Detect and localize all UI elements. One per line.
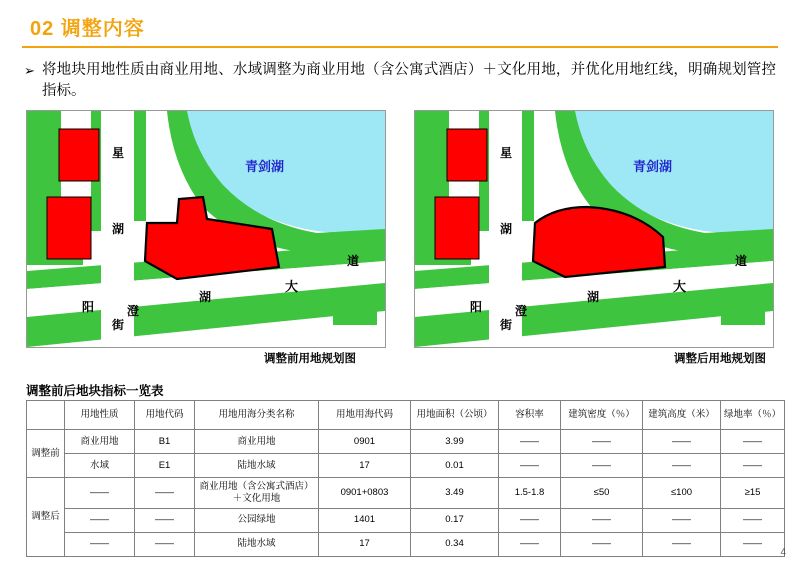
bullet-paragraph <box>24 60 776 102</box>
table-cell: 商业用地 <box>195 430 319 454</box>
table-cell: ≥15 <box>721 478 785 509</box>
table-cell: —— <box>561 532 643 556</box>
table-row <box>27 532 785 556</box>
table-header-cell: 用地用海代码 <box>319 401 411 430</box>
table-row <box>27 430 785 454</box>
map-after <box>414 110 774 348</box>
table-cell: —— <box>65 478 135 509</box>
table-header-cell: 建筑密度（％） <box>561 401 643 430</box>
table-row <box>27 478 785 509</box>
table-cell: —— <box>721 532 785 556</box>
svg-text:道: 道 <box>347 254 360 268</box>
map-before <box>26 110 386 348</box>
table-cell: 0.01 <box>411 454 499 478</box>
table-header-row <box>27 401 785 430</box>
table-cell: B1 <box>135 430 195 454</box>
table-row <box>27 454 785 478</box>
table-header-cell: 绿地率（％） <box>721 401 785 430</box>
table-header-cell: 用地面积（公顷） <box>411 401 499 430</box>
table-cell: —— <box>561 454 643 478</box>
table-cell: 0.34 <box>411 532 499 556</box>
bullet-marker-icon: ➢ <box>24 63 35 78</box>
svg-text:湖: 湖 <box>500 222 513 236</box>
svg-text:阳: 阳 <box>82 300 95 314</box>
table-cell: 商业用地（含公寓式酒店）＋文化用地 <box>195 478 319 509</box>
title-divider <box>22 46 778 48</box>
page-number: 4 <box>780 547 786 558</box>
table-cell: 陆地水域 <box>195 532 319 556</box>
table-cell: ≤50 <box>561 478 643 509</box>
table-cell: 3.49 <box>411 478 499 509</box>
svg-text:道: 道 <box>735 254 748 268</box>
table-cell: 1.5-1.8 <box>499 478 561 509</box>
svg-text:阳: 阳 <box>470 300 483 314</box>
table-cell: —— <box>499 508 561 532</box>
table-header-cell: 容积率 <box>499 401 561 430</box>
svg-text:湖: 湖 <box>112 222 125 236</box>
svg-text:星: 星 <box>112 146 125 160</box>
table-header-cell <box>27 401 65 430</box>
bullet-text: 将地块用地性质由商业用地、水域调整为商业用地（含公寓式酒店）＋文化用地，并优化用地红线，明确规划管控指标。 <box>42 62 776 99</box>
table-cell: 陆地水域 <box>195 454 319 478</box>
group-label-before: 调整前 <box>27 430 65 478</box>
table-cell: 公园绿地 <box>195 508 319 532</box>
svg-text:澄: 澄 <box>515 304 528 318</box>
svg-text:湖: 湖 <box>199 290 212 304</box>
table-cell: —— <box>643 508 721 532</box>
table-cell: 0901+0803 <box>319 478 411 509</box>
svg-text:街: 街 <box>112 318 125 332</box>
svg-text:星: 星 <box>500 146 513 160</box>
table-cell: —— <box>499 532 561 556</box>
table-cell: —— <box>643 532 721 556</box>
table-cell: 17 <box>319 454 411 478</box>
svg-text:街: 街 <box>500 318 513 332</box>
table-cell: —— <box>65 532 135 556</box>
table-cell: 0901 <box>319 430 411 454</box>
table-header-cell: 用地代码 <box>135 401 195 430</box>
table-cell: E1 <box>135 454 195 478</box>
svg-text:青剑湖: 青剑湖 <box>245 159 285 174</box>
table-title: 调整前后地块指标一览表 <box>26 384 164 398</box>
table-cell: —— <box>135 508 195 532</box>
table-cell: —— <box>721 454 785 478</box>
table-cell: —— <box>561 430 643 454</box>
table-row <box>27 508 785 532</box>
table-cell: —— <box>135 478 195 509</box>
map-after-caption: 调整后用地规划图 <box>674 353 766 365</box>
svg-text:湖: 湖 <box>587 290 600 304</box>
table-cell: —— <box>721 508 785 532</box>
table-cell: —— <box>135 532 195 556</box>
page-title: 02 调整内容 <box>30 18 145 40</box>
table-cell: 0.17 <box>411 508 499 532</box>
table-cell: —— <box>65 508 135 532</box>
svg-text:大: 大 <box>673 279 687 294</box>
map-before-caption: 调整前用地规划图 <box>264 353 356 365</box>
table-cell: —— <box>561 508 643 532</box>
indicator-table <box>26 400 785 557</box>
svg-text:青剑湖: 青剑湖 <box>633 159 673 174</box>
table-cell: 17 <box>319 532 411 556</box>
table-cell: 1401 <box>319 508 411 532</box>
table-header-cell: 用地性质 <box>65 401 135 430</box>
table-cell: 3.99 <box>411 430 499 454</box>
table-cell: —— <box>721 430 785 454</box>
group-label-after: 调整后 <box>27 478 65 557</box>
svg-text:大: 大 <box>285 279 299 294</box>
table-cell: —— <box>499 454 561 478</box>
svg-text:澄: 澄 <box>127 304 140 318</box>
table-cell: 水域 <box>65 454 135 478</box>
table-cell: —— <box>643 430 721 454</box>
table-cell: 商业用地 <box>65 430 135 454</box>
table-cell: ≤100 <box>643 478 721 509</box>
table-cell: —— <box>499 430 561 454</box>
table-header-cell: 建筑高度（米） <box>643 401 721 430</box>
table-header-cell: 用地用海分类名称 <box>195 401 319 430</box>
table-cell: —— <box>643 454 721 478</box>
